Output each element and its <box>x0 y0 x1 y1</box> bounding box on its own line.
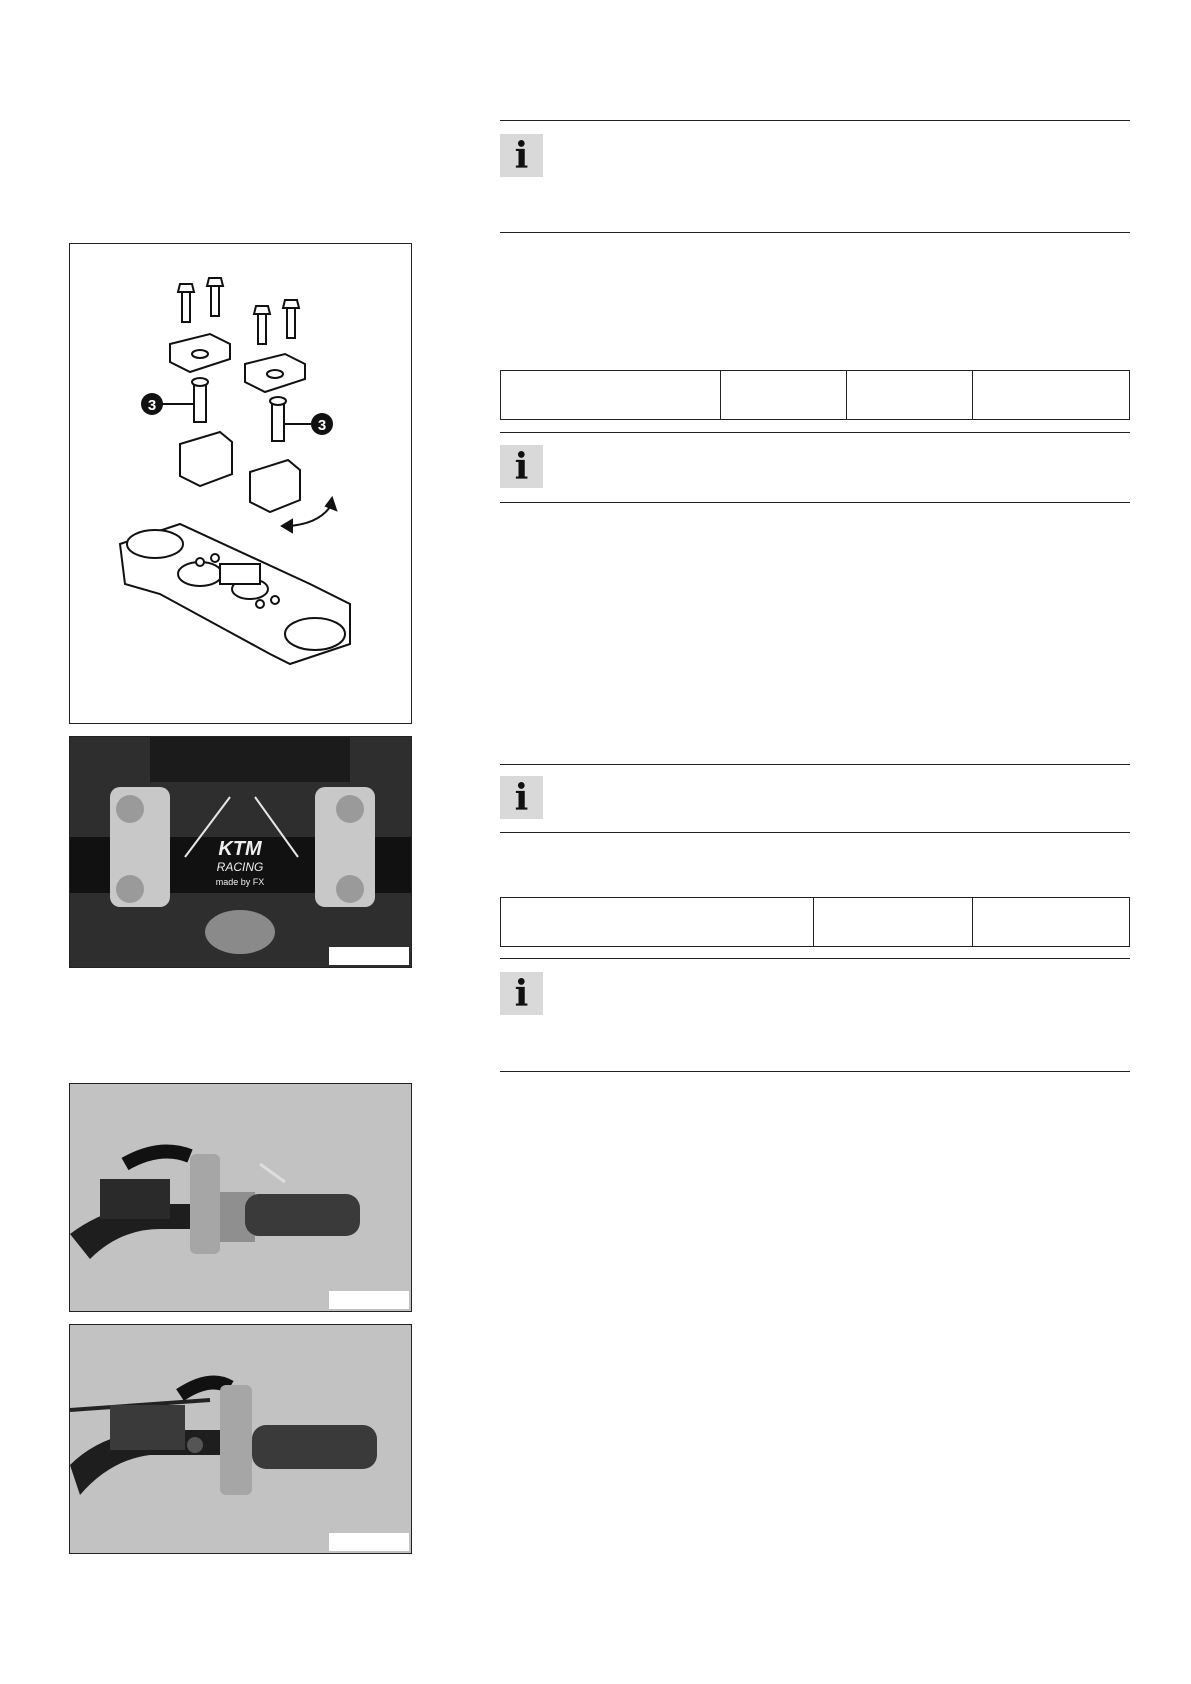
handlebar-clamp-photo <box>69 736 412 968</box>
table-cell <box>721 371 847 419</box>
brand-line-1: KTM <box>218 838 262 860</box>
throttle-grip-photo-1 <box>69 1083 412 1312</box>
divider <box>500 958 1130 959</box>
spec-table <box>500 370 1130 420</box>
spec-table <box>500 897 1130 947</box>
table-cell <box>814 898 973 946</box>
figure-id-label <box>329 1291 409 1309</box>
info-icon <box>500 134 543 177</box>
info-glyph: i <box>514 776 529 819</box>
brand-line-2: RACING <box>216 860 264 874</box>
table-cell <box>501 371 721 419</box>
triple-clamp-diagram <box>69 243 412 724</box>
divider-top <box>500 120 1130 121</box>
table-cell <box>847 371 973 419</box>
info-icon <box>500 445 543 488</box>
handlebar-clamp-illustration <box>70 737 411 967</box>
callout-3-right: 3 <box>317 417 327 434</box>
throttle-grip-photo-2 <box>69 1324 412 1554</box>
info-glyph: i <box>514 972 529 1015</box>
divider <box>500 232 1130 233</box>
figure-id-label <box>329 1533 409 1551</box>
brand-line-3: made by FX <box>215 877 265 887</box>
callout-3-left: 3 <box>147 397 157 414</box>
divider <box>500 832 1130 833</box>
table-cell <box>501 898 814 946</box>
throttle-grip-illustration <box>70 1325 411 1553</box>
divider <box>500 432 1130 433</box>
info-glyph: i <box>514 445 529 488</box>
triple-clamp-drawing <box>70 244 411 723</box>
info-glyph: i <box>514 134 529 177</box>
throttle-grip-illustration <box>70 1084 411 1311</box>
figure-id-label <box>329 947 409 965</box>
info-icon <box>500 776 543 819</box>
divider <box>500 1071 1130 1072</box>
divider <box>500 764 1130 765</box>
divider <box>500 502 1130 503</box>
table-cell <box>973 898 1129 946</box>
info-icon <box>500 972 543 1015</box>
table-cell <box>973 371 1129 419</box>
